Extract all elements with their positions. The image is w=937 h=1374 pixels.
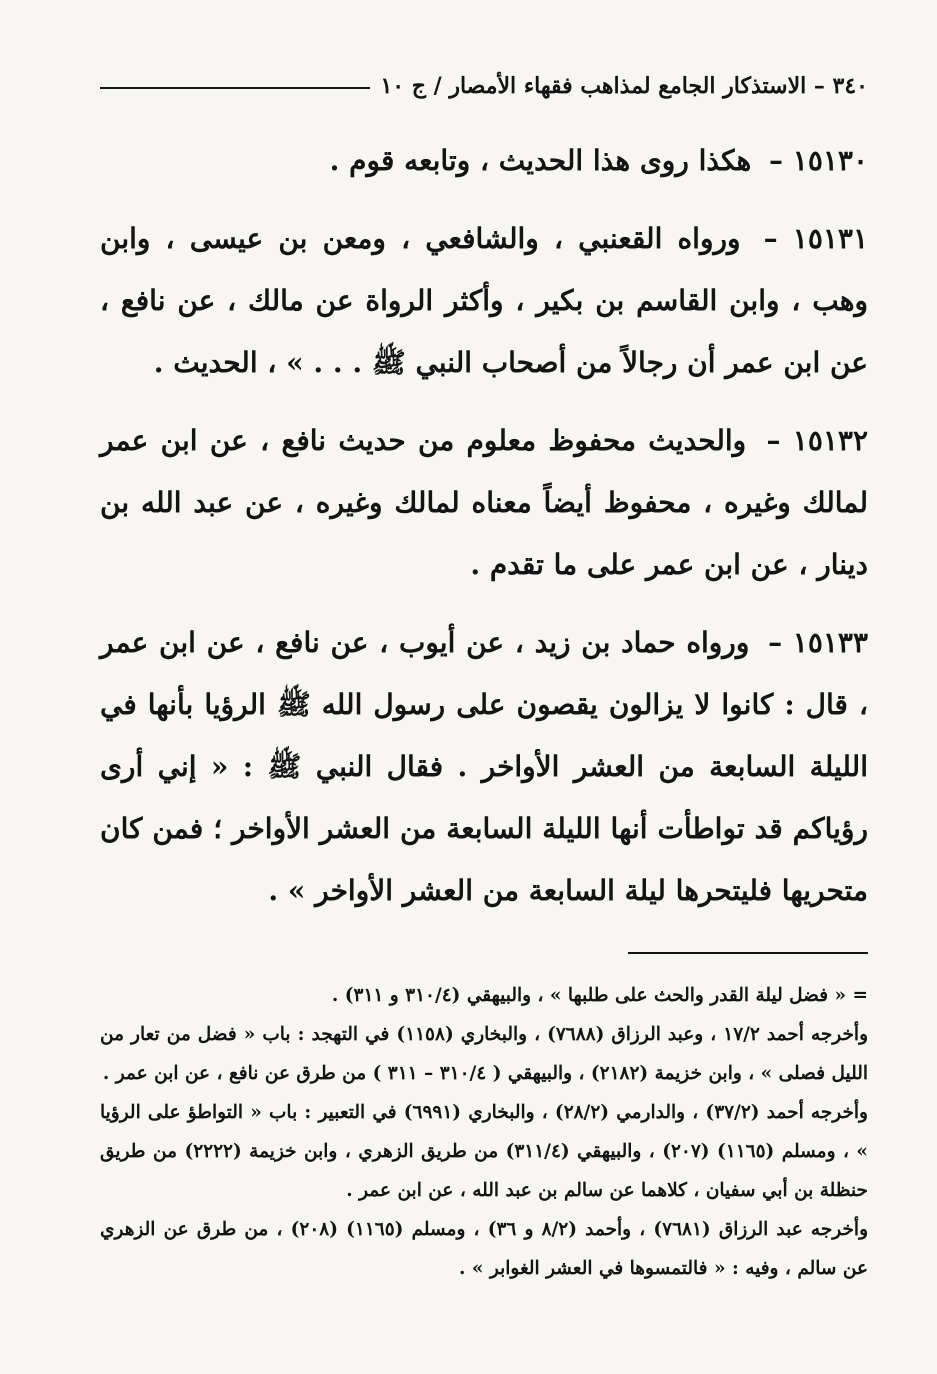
footnote-separator xyxy=(628,952,868,954)
paragraph-text: ورواه القعنبي ، والشافعي ، ومعن بن عيسى ، وابن وهب ، وابن القاسم بن بكير ، وأكثر الرواة عن مالك ، عن نافع ، عن ابن عمر أن رجالاً من أصحاب النبي ﷺ . . . » ، الحديث . xyxy=(100,222,868,379)
main-text xyxy=(100,130,868,922)
paragraph-number: ١٥١٣٠ – xyxy=(769,144,868,177)
paragraph-15130 xyxy=(100,130,868,192)
paragraph-text: ورواه حماد بن زيد ، عن أيوب ، عن نافع ، عن ابن عمر ، قال : كانوا لا يزالون يقصون على رسول الله ﷺ الرؤيا بأنها في الليلة السابعة من العشر الأواخر . فقال النبي ﷺ : « إني أرى رؤياكم قد تواطأت أنها الليلة السابعة من العشر الأواخر ؛ فمن كان متحريها فليتحرها ليلة السابعة من العشر الأواخر » . xyxy=(100,626,868,907)
paragraph-number: ١٥١٣٢ – xyxy=(766,424,868,457)
running-header xyxy=(100,70,868,102)
paragraph-text: والحديث محفوظ معلوم من حديث نافع ، عن ابن عمر لمالك وغيره ، محفوظ أيضاً معناه لمالك وغيره ، عن عبد الله بن دينار ، عن ابن عمر على ما تقدم . xyxy=(100,424,868,581)
footnote: وأخرجه أحمد (٣٧/٢) ، والدارمي (٢٨/٢) ، والبخاري (٦٩٩١) في التعبير : باب « التواطؤ على الرؤيا » ، ومسلم (١١٦٥) (٢٠٧) ، والبيهقي (٣١١/٤) من طريق الزهري ، وابن خزيمة (٢٢٢٢) من طريق حنظلة بن أبي سفيان ، كلاهما عن سالم بن عبد الله ، عن ابن عمر . xyxy=(100,1102,868,1201)
paragraph-15133 xyxy=(100,612,868,922)
paragraph-text: هكذا روى هذا الحديث ، وتابعه قوم . xyxy=(329,144,752,177)
footnote: وأخرجه أحمد ١٧/٢ ، وعبد الرزاق (٧٦٨٨) ، والبخاري (١١٥٨) في التهجد : باب « فضل من تعار من الليل فصلى » ، وابن خزيمة (٢١٨٢) ، والبيهقي ( ٣١٠/٤ – ٣١١ ) من طرق عن نافع ، عن ابن عمر . xyxy=(100,1024,869,1084)
footnotes xyxy=(100,976,868,1288)
paragraph-15132 xyxy=(100,410,868,596)
footnote: وأخرجه عبد الرزاق (٧٦٨١) ، وأحمد (٨/٢ و ٣٦) ، ومسلم (١١٦٥) (٢٠٨) ، من طرق عن الزهري عن سالم ، وفيه : « فالتمسوها في العشر الغوابر » . xyxy=(100,1219,869,1279)
paragraph-number: ١٥١٣٣ – xyxy=(768,626,868,659)
paragraph-number: ١٥١٣١ – xyxy=(763,222,868,255)
header-rule xyxy=(100,87,370,89)
paragraph-15131 xyxy=(100,208,868,394)
page-reference: ٣٤٠ – الاستذكار الجامع لمذاهب فقهاء الأمصار / ج ١٠ xyxy=(380,73,868,99)
footnote: = « فضل ليلة القدر والحث على طلبها » ، والبيهقي (٣١٠/٤ و ٣١١) . xyxy=(331,985,868,1006)
book-page xyxy=(100,70,868,1288)
